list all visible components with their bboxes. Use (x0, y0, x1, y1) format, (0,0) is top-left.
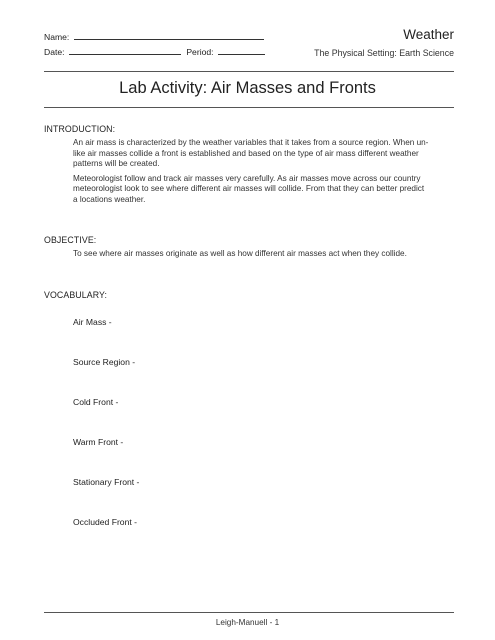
header-divider (44, 71, 454, 72)
name-blank[interactable] (74, 30, 264, 40)
vocab-term-warm-front: Warm Front - (73, 437, 124, 447)
intro-line: a locations weather. (73, 194, 146, 204)
period-blank[interactable] (218, 45, 265, 55)
intro-line: like air masses collide a front is established and based on the type of air mass different weather (73, 148, 419, 158)
date-label: Date: (44, 47, 65, 57)
name-field (44, 30, 264, 42)
introduction-paragraph (73, 138, 458, 170)
period-label: Period: (186, 47, 214, 57)
introduction-paragraph (73, 174, 458, 206)
intro-line: Meteorologist follow and track air masses very carefully. As air masses move across our country (73, 173, 421, 183)
vocab-term-occluded-front: Occluded Front - (73, 517, 137, 527)
vocab-term-source-region: Source Region - (73, 357, 136, 367)
unit-title: Weather (403, 27, 454, 42)
intro-line: meteorologist look to see where different air masses will collide. From that they can better predict (73, 184, 425, 194)
introduction-heading: INTRODUCTION: (44, 124, 116, 134)
intro-line: patterns will be created. (73, 159, 160, 169)
vocab-term-cold-front: Cold Front - (73, 397, 119, 407)
objective-heading: OBJECTIVE: (44, 235, 97, 245)
footer-page-number: Leigh-Manuell - 1 (215, 618, 280, 627)
vocab-term-stationary-front: Stationary Front - (73, 477, 140, 487)
page-title: Lab Activity: Air Masses and Fronts (119, 79, 376, 97)
course-title: The Physical Setting: Earth Science (314, 48, 454, 58)
name-label: Name: (44, 32, 70, 42)
intro-line: An air mass is characterized by the weather variables that it takes from a source region. When un- (73, 138, 429, 147)
objective-text: To see where air masses originate as well as how different air masses act when they collide. (73, 249, 407, 258)
date-blank[interactable] (69, 45, 181, 55)
date-period-field (44, 45, 265, 57)
title-divider (44, 107, 454, 108)
footer-divider (44, 612, 454, 613)
vocab-term-air-mass: Air Mass - (73, 317, 112, 327)
introduction-body (73, 138, 458, 206)
vocabulary-heading: VOCABULARY: (44, 290, 108, 300)
